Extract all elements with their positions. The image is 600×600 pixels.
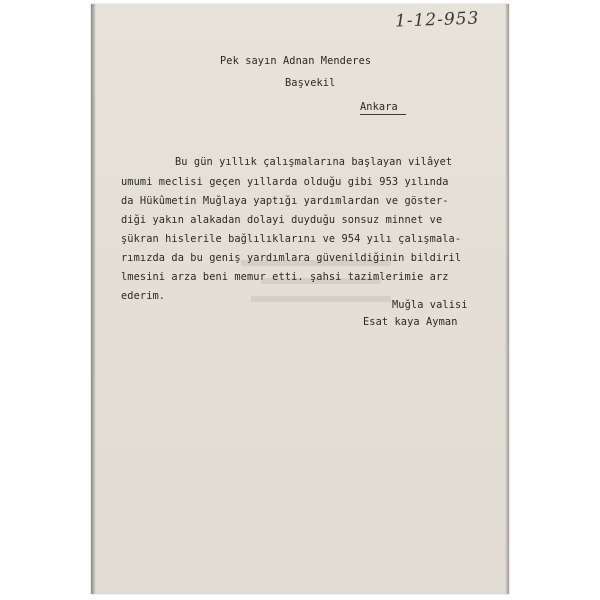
signature-title: Muğla valisi	[392, 299, 468, 311]
body-line-6: rımızda da bu geniş yardımlara güvenildiğinin bildiril	[121, 252, 462, 264]
body-line-3: da Hükûmetin Muğlaya yaptığı yardımlardan ve göster-	[121, 195, 449, 207]
addressee-title: Başvekil	[285, 77, 336, 89]
addressee-name: Pek sayın Adnan Menderes	[220, 55, 372, 67]
body-line-7: lmesini arza beni memur etti. şahsi tazimlerimie arz	[121, 271, 449, 283]
handwritten-date: 1-12-953	[394, 8, 480, 32]
signature-name: Esat kaya Ayman	[363, 316, 458, 328]
body-line-4: diği yakın alakadan dolayi duyduğu sonsuz minnet ve	[121, 214, 443, 226]
body-line-1: Bu gün yıllık çalışmalarına başlayan vilâyet	[175, 156, 453, 168]
addressee-city: Ankara	[360, 101, 398, 113]
city-underline	[360, 114, 406, 115]
body-line-5: şükran hislerile bağlılıklarını ve 954 yılı çalışmala-	[121, 233, 462, 245]
body-line-2: umumi meclisi geçen yıllarda olduğu gibi 953 yılında	[121, 176, 449, 188]
body-line-8: ederim.	[121, 290, 166, 302]
letter-sheet	[91, 4, 509, 594]
